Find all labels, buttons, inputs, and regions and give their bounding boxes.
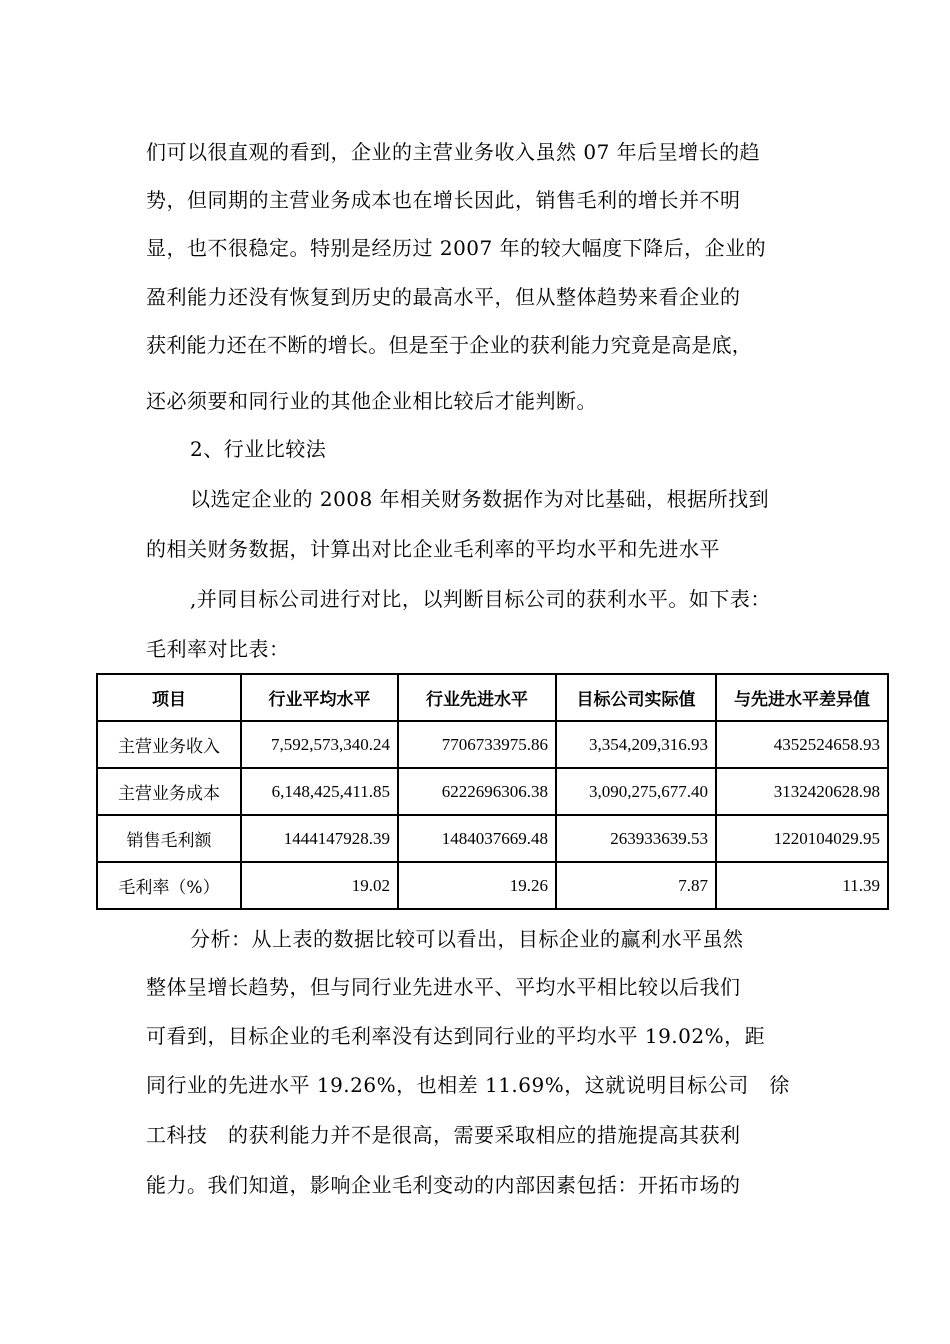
paragraph-line: ,并同目标公司进行对比，以判断目标公司的获利水平。如下表：	[190, 587, 771, 611]
paragraph-line: 整体呈增长趋势，但与同行业先进水平、平均水平相比较以后我们	[146, 975, 741, 999]
table-row	[97, 862, 888, 909]
table-cell: 19.02	[241, 862, 398, 909]
header-cell: 行业平均水平	[241, 674, 398, 721]
paragraph-line: 的相关财务数据，计算出对比企业毛利率的平均水平和先进水平	[146, 537, 720, 561]
table-cell: 1484037669.48	[398, 815, 556, 862]
paragraph-line: 显，也不很稳定。特别是经历过 2007 年的较大幅度下降后，企业的	[146, 236, 767, 260]
header-cell: 行业先进水平	[398, 674, 556, 721]
paragraph-line: 获利能力还在不断的增长。但是至于企业的获利能力究竟是高是底，	[146, 333, 752, 357]
paragraph-line: 们可以很直观的看到，企业的主营业务收入虽然 07 年后呈增长的趋	[146, 140, 761, 164]
table-header-row	[97, 674, 888, 721]
header-cell: 目标公司实际值	[556, 674, 716, 721]
table-cell: 3,090,275,677.40	[556, 768, 716, 815]
table-cell: 4352524658.93	[716, 721, 888, 768]
paragraph-line: 工科技 的获利能力并不是很高，需要采取相应的措施提高其获利	[146, 1123, 741, 1147]
table-caption: 毛利率对比表：	[146, 637, 290, 661]
paragraph-line: 同行业的先进水平 19.26%，也相差 11.69%，这就说明目标公司 徐	[146, 1073, 790, 1097]
table-cell: 19.26	[398, 862, 556, 909]
table-cell: 1444147928.39	[241, 815, 398, 862]
paragraph-line: 能力。我们知道，影响企业毛利变动的内部因素包括：开拓市场的	[146, 1173, 741, 1197]
paragraph-line: 可看到，目标企业的毛利率没有达到同行业的平均水平 19.02%，距	[146, 1024, 766, 1048]
paragraph-line: 还必须要和同行业的其他企业相比较后才能判断。	[146, 389, 597, 413]
header-cell: 与先进水平差异值	[716, 674, 888, 721]
table-cell: 7.87	[556, 862, 716, 909]
table-row	[97, 721, 888, 768]
paragraph-line: 盈利能力还没有恢复到历史的最高水平，但从整体趋势来看企业的	[146, 285, 741, 309]
row-label: 主营业务成本	[97, 768, 241, 815]
paragraph-line: 分析：从上表的数据比较可以看出，目标企业的赢利水平虽然	[190, 927, 744, 951]
header-cell: 项目	[97, 674, 241, 721]
table-row	[97, 768, 888, 815]
section-heading: 2、行业比较法	[190, 437, 327, 461]
table-row	[97, 815, 888, 862]
paragraph-line: 以选定企业的 2008 年相关财务数据作为对比基础，根据所找到	[190, 487, 770, 511]
table-cell: 3,354,209,316.93	[556, 721, 716, 768]
row-label: 毛利率（%）	[97, 862, 241, 909]
table-cell: 6,148,425,411.85	[241, 768, 398, 815]
row-label: 销售毛利额	[97, 815, 241, 862]
table-cell: 1220104029.95	[716, 815, 888, 862]
table-cell: 11.39	[716, 862, 888, 909]
table-cell: 263933639.53	[556, 815, 716, 862]
table-cell: 3132420628.98	[716, 768, 888, 815]
gross-margin-table	[96, 673, 889, 910]
paragraph-line: 势，但同期的主营业务成本也在增长因此，销售毛利的增长并不明	[146, 188, 741, 212]
row-label: 主营业务收入	[97, 721, 241, 768]
table-cell: 7,592,573,340.24	[241, 721, 398, 768]
table-cell: 7706733975.86	[398, 721, 556, 768]
table-cell: 6222696306.38	[398, 768, 556, 815]
